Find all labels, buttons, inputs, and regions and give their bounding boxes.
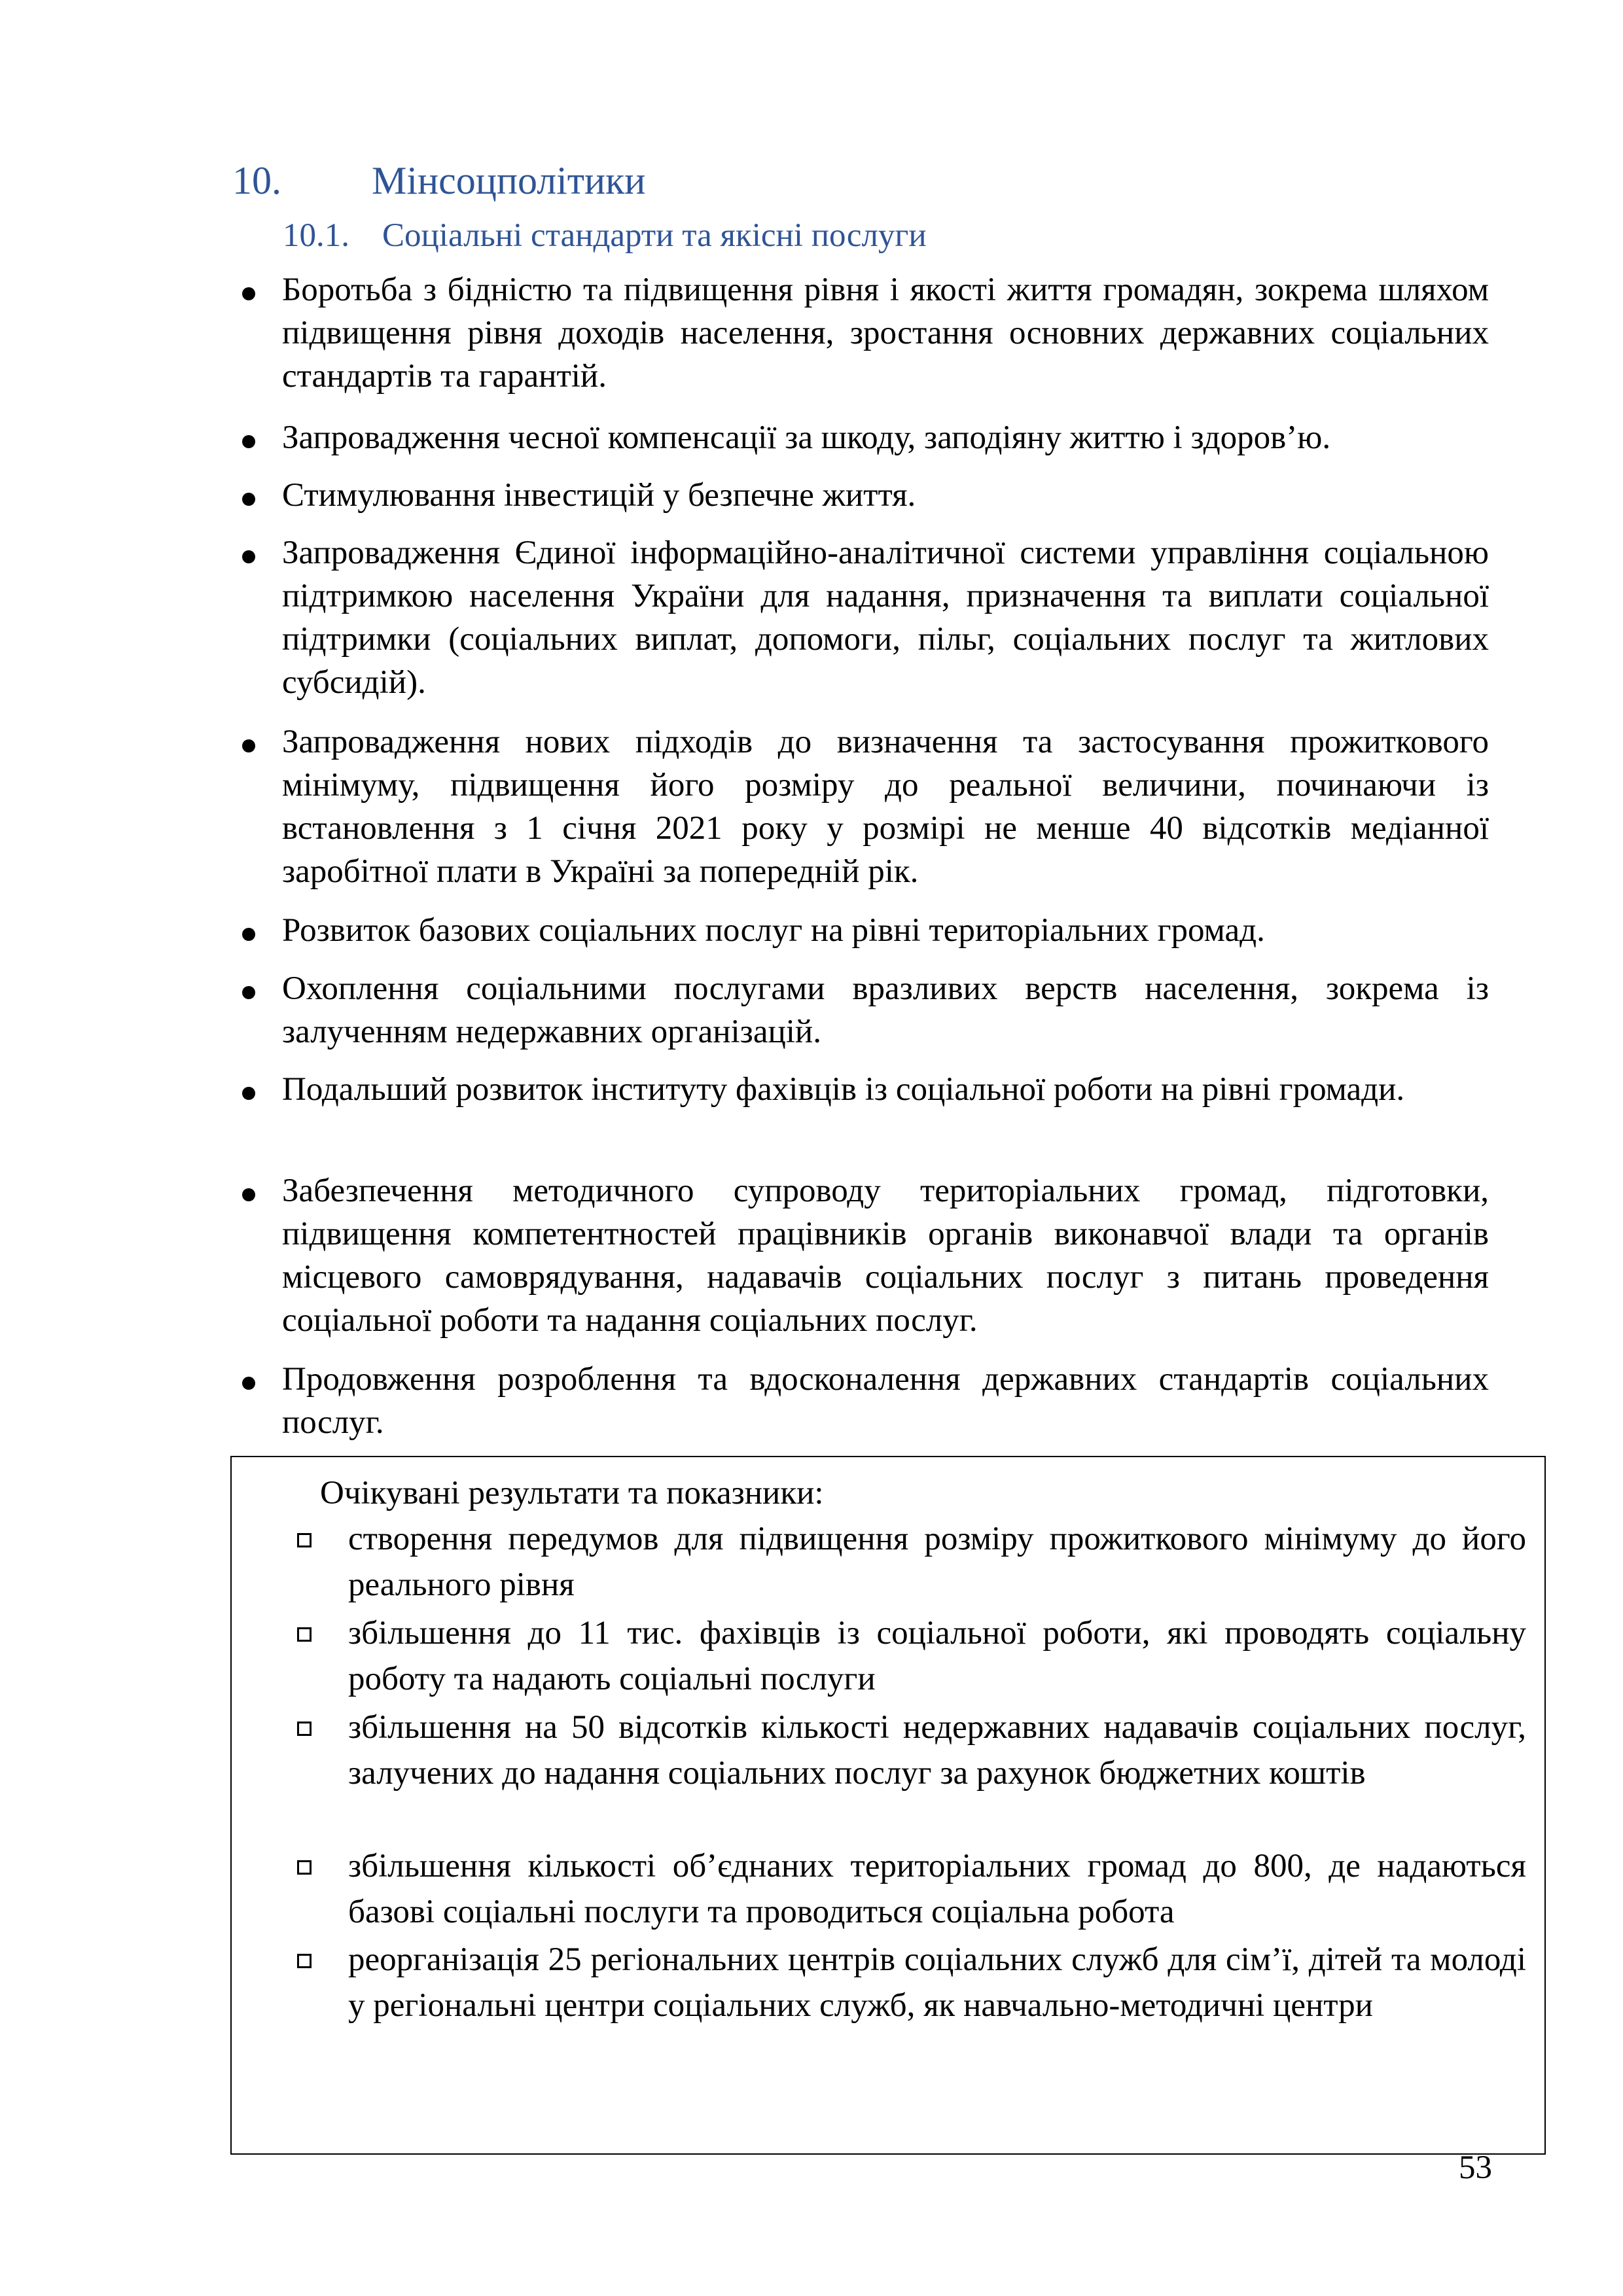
list-item — [232, 967, 1489, 1053]
bullet-icon — [242, 928, 255, 941]
list-item-text: Запровадження нових підходів до визначення та застосування прожиткового мінімуму, підвищення його розміру до реальної величини, починаючи із встановлення з 1 січня 2021 року у розмірі не менше 40 відсотків медіанної заробітної плати в Україні за попередній рік. — [282, 724, 1489, 890]
list-item-text: Розвиток базових соціальних послуг на рівні територіальних громад. — [282, 912, 1265, 949]
results-item — [297, 1704, 1527, 1842]
bullet-icon — [242, 435, 255, 448]
bullet-icon — [242, 550, 255, 563]
bullet-icon — [242, 986, 255, 999]
checkbox-square-icon — [297, 1533, 312, 1547]
results-item-text: збільшення на 50 відсотків кількості недержавних надавачів соціальних послуг, залучених до надання соціальних послуг за рахунок бюджетних коштів — [348, 1709, 1526, 1792]
list-item — [232, 909, 1489, 952]
list-item-text: Забезпечення методичного супроводу територіальних громад, підготовки, підвищення компетентностей працівників органів виконавчої влади та органів місцевого самоврядування, надавачів соціальних послуг з питань проведення соціальної роботи та надання соціальних послуг. — [282, 1173, 1489, 1339]
bullet-icon — [242, 739, 255, 752]
list-item-text: Боротьба з бідністю та підвищення рівня і якості життя громадян, зокрема шляхом підвищення рівня доходів населення, зростання основних державних соціальних стандартів та гарантій. — [282, 272, 1489, 395]
list-item-text: Стимулювання інвестицій у безпечне життя. — [282, 477, 916, 514]
results-item-text: збільшення до 11 тис. фахівців із соціальної роботи, які проводять соціальну роботу та надають соціальні послуги — [348, 1615, 1526, 1697]
list-item-text: Подальший розвиток інституту фахівців із соціальної роботи на рівні громади. — [282, 1071, 1405, 1108]
list-item — [232, 1068, 1489, 1154]
results-item-text: створення передумов для підвищення розміру прожиткового мінімуму до його реального рівня — [348, 1521, 1526, 1603]
checkbox-square-icon — [297, 1860, 312, 1875]
list-item — [232, 1169, 1489, 1342]
list-item-text: Продовження розроблення та вдосконалення державних стандартів соціальних послуг. — [282, 1361, 1489, 1441]
results-title: Очікувані результати та показники: — [320, 1475, 824, 1511]
checkbox-square-icon — [297, 1722, 312, 1736]
expected-results-box — [230, 1456, 1546, 2155]
list-item-text: Охоплення соціальними послугами вразливих верств населення, зокрема із залученням недержавних організацій. — [282, 970, 1489, 1050]
list-item — [232, 268, 1489, 399]
checkbox-square-icon — [297, 1954, 312, 1968]
results-item — [297, 1843, 1527, 1935]
results-item — [297, 1610, 1527, 1702]
bullet-icon — [242, 1377, 255, 1390]
section-title: Мінсоцполітики — [372, 159, 646, 202]
checkbox-square-icon — [297, 1627, 312, 1642]
subsection-number: 10.1. — [283, 217, 349, 254]
list-item-text: Запровадження чесної компенсації за шкоду, заподіяну життю і здоров’ю. — [282, 419, 1331, 456]
results-item — [297, 1937, 1527, 2074]
bullet-icon — [242, 1188, 255, 1201]
list-item — [232, 416, 1489, 459]
section-number: 10. — [232, 159, 281, 202]
subsection-title: Соціальні стандарти та якісні послуги — [382, 217, 927, 254]
results-item — [297, 1516, 1527, 1608]
list-item — [232, 720, 1489, 893]
bullet-icon — [242, 1087, 255, 1100]
results-item-text: реорганізація 25 регіональних центрів соціальних служб для сім’ї, дітей та молоді у регіональні центри соціальних служб, як навчально-методичні центри — [348, 1941, 1526, 2024]
list-item — [232, 474, 1489, 517]
list-item — [232, 1358, 1489, 1444]
bullet-icon — [242, 493, 255, 506]
list-item — [232, 531, 1489, 704]
results-item-text: збільшення кількості об’єднаних територіальних громад до 800, де надаються базові соціальні послуги та проводиться соціальна робота — [348, 1848, 1526, 1930]
page-number: 53 — [1459, 2149, 1492, 2186]
bullet-icon — [242, 287, 255, 300]
list-item-text: Запровадження Єдиної інформаційно-аналітичної системи управління соціальною підтримкою населення України для надання, призначення та виплати соціальної підтримки (соціальних виплат, допомоги, пільг, соціальних послуг та житлових субсидій). — [282, 535, 1489, 701]
